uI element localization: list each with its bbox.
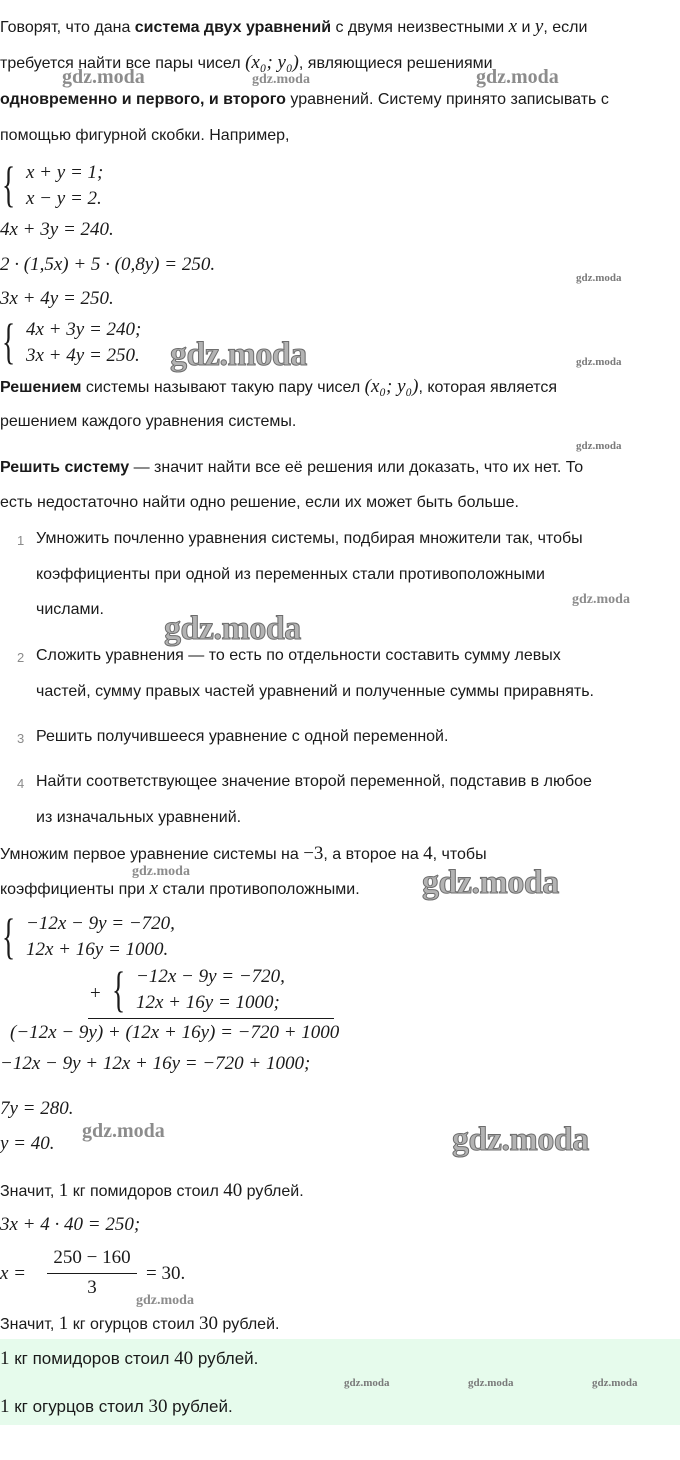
brace: { [2,156,16,212]
y-equation: 7y = 280. [0,1098,74,1119]
price: 30 [148,1396,168,1417]
watermark: gdz.moda [468,1377,514,1389]
system-eq: 4x + 3y = 240; [26,319,142,340]
system-eq: 12x + 16y = 1000. [26,939,169,960]
var-x: x [149,878,158,899]
term-solve: Решить систему [0,459,130,476]
pair-x0-y0: (x₀; y₀) [245,52,299,73]
intro-text: требуется найти все пары чисел [0,55,246,72]
def-text: системы называют такую пару чисел [81,379,365,396]
number: 1 [58,1180,69,1201]
step-number: 2 [17,650,25,665]
term-both: одновременно и первого, и второго [0,91,286,108]
watermark: gdz.moda [82,1120,165,1142]
mult-text: стали противоположными. [158,881,360,898]
text: кг помидоров стоил [68,1183,224,1200]
watermark: gdz.moda [170,336,307,373]
solve-def-line-1 [0,458,583,478]
def-text: — значит найти все её решения или доказать, что их нет. То [129,459,584,476]
x-equation: 3x + 4 · 40 = 250; [0,1214,141,1235]
text: кг огурцов стоил [68,1316,200,1333]
intro-line-1 [0,16,587,38]
number: 1 [0,1396,10,1417]
answer-line-2 [0,1396,233,1418]
factor-4: 4 [423,843,433,864]
system-eq: −12x − 9y = −720, [26,913,175,934]
watermark: gdz.moda [576,272,622,284]
watermark: gdz.moda [164,610,301,647]
number: 1 [0,1348,10,1369]
step-text: частей, сумму правых частей уравнений и полученные суммы приравнять. [36,683,594,700]
intro-line-4: помощью фигурной скобки. Например, [0,127,290,144]
var-y: y [534,16,544,37]
mult-text: , чтобы [432,846,487,863]
step-text: числами. [36,601,104,618]
sum-line: (−12x − 9y) + (12x + 16y) = −720 + 1000 [10,1022,340,1043]
watermark: gdz.moda [62,66,145,88]
intro-text: , являющиеся решениями [298,55,493,72]
step-text: коэффициенты при одной из переменных стали противоположными [36,566,545,583]
price: 40 [223,1180,243,1201]
number: 1 [58,1313,69,1334]
mult-text: Умножим первое уравнение системы на [0,846,304,863]
price: 30 [199,1313,219,1334]
frac-rhs: = 30. [146,1263,186,1284]
solution-def-line-1 [0,376,557,398]
brace: { [112,961,126,1017]
step-text: Сложить уравнения — то есть по отдельности составить сумму левых [36,647,561,664]
equation: 2 · (1,5x) + 5 · (0,8y) = 250. [0,254,216,275]
text: кг огурцов стоил [9,1397,149,1416]
intro-text: и [517,19,535,36]
frac-numerator: 250 − 160 [53,1247,131,1268]
step-text: Решить получившееся уравнение с одной переменной. [36,728,449,745]
frac-denominator: 3 [87,1277,97,1298]
step-number: 1 [17,533,25,548]
price: 40 [174,1348,194,1369]
sum-line: −12x − 9y + 12x + 16y = −720 + 1000; [0,1053,311,1074]
y-equation: y = 40. [0,1133,55,1154]
sum-rule [88,1018,334,1019]
text: рублей. [167,1397,233,1416]
solve-def-line-2: есть недостаточно найти одно решение, если их может быть больше. [0,494,519,511]
mult-text: , а второе на [323,846,424,863]
watermark: gdz.moda [252,72,310,87]
equation: 3x + 4y = 250. [0,288,114,309]
text: рублей. [193,1349,259,1368]
intro-line-3 [0,90,609,110]
watermark: gdz.moda [344,1377,390,1389]
factor-minus-3: −3 [303,843,324,864]
watermark: gdz.moda [576,356,622,368]
watermark: gdz.moda [132,864,190,879]
answer-line-1 [0,1348,258,1370]
intro-text: с двумя неизвестными [331,19,509,36]
text: рублей. [242,1183,304,1200]
term-solution: Решением [0,379,82,396]
var-x: x [508,16,518,37]
mult-text: коэффициенты при [0,881,150,898]
text: кг помидоров стоил [9,1349,175,1368]
step-number: 4 [17,776,25,791]
watermark: gdz.moda [136,1293,194,1308]
cucumber-line [0,1313,279,1335]
intro-text: Говорят, что дана [0,19,135,36]
plus-sign: + [90,983,101,1004]
mult-line-2 [0,878,360,900]
brace: { [2,908,16,964]
brace: { [2,313,16,369]
intro-text: уравнений. Систему принято записывать с [285,91,609,108]
step-text: Найти соответствующее значение второй переменной, подставив в любое [36,773,592,790]
text: рублей. [218,1316,280,1333]
watermark: gdz.moda [452,1121,589,1158]
fraction-bar [47,1273,137,1274]
def-text: , которая является [418,379,558,396]
watermark: gdz.moda [572,592,630,607]
system-eq: x − y = 2. [26,188,102,209]
mult-line-1 [0,843,487,865]
watermark: gdz.moda [576,440,622,452]
text: Значит, [0,1316,59,1333]
text: Значит, [0,1183,59,1200]
system-eq: 3x + 4y = 250. [26,345,140,366]
intro-text: , если [543,19,588,36]
step-text: Умножить почленно уравнения системы, подбирая множители так, чтобы [36,530,583,547]
watermark: gdz.moda [592,1377,638,1389]
tomato-line [0,1180,304,1202]
system-eq: −12x − 9y = −720, [136,966,285,987]
watermark: gdz.moda [476,66,559,88]
step-number: 3 [17,731,25,746]
watermark: gdz.moda [422,864,559,901]
term-system: система двух уравнений [134,19,332,36]
system-eq: x + y = 1; [26,162,104,183]
frac-lhs: x = [0,1263,27,1284]
equation: 4x + 3y = 240. [0,219,114,240]
step-text: из изначальных уравнений. [36,809,242,826]
pair-x0-y0: (x₀; y₀) [364,376,419,397]
system-eq: 12x + 16y = 1000; [136,992,280,1013]
solution-def-line-2: решением каждого уравнения системы. [0,413,297,430]
